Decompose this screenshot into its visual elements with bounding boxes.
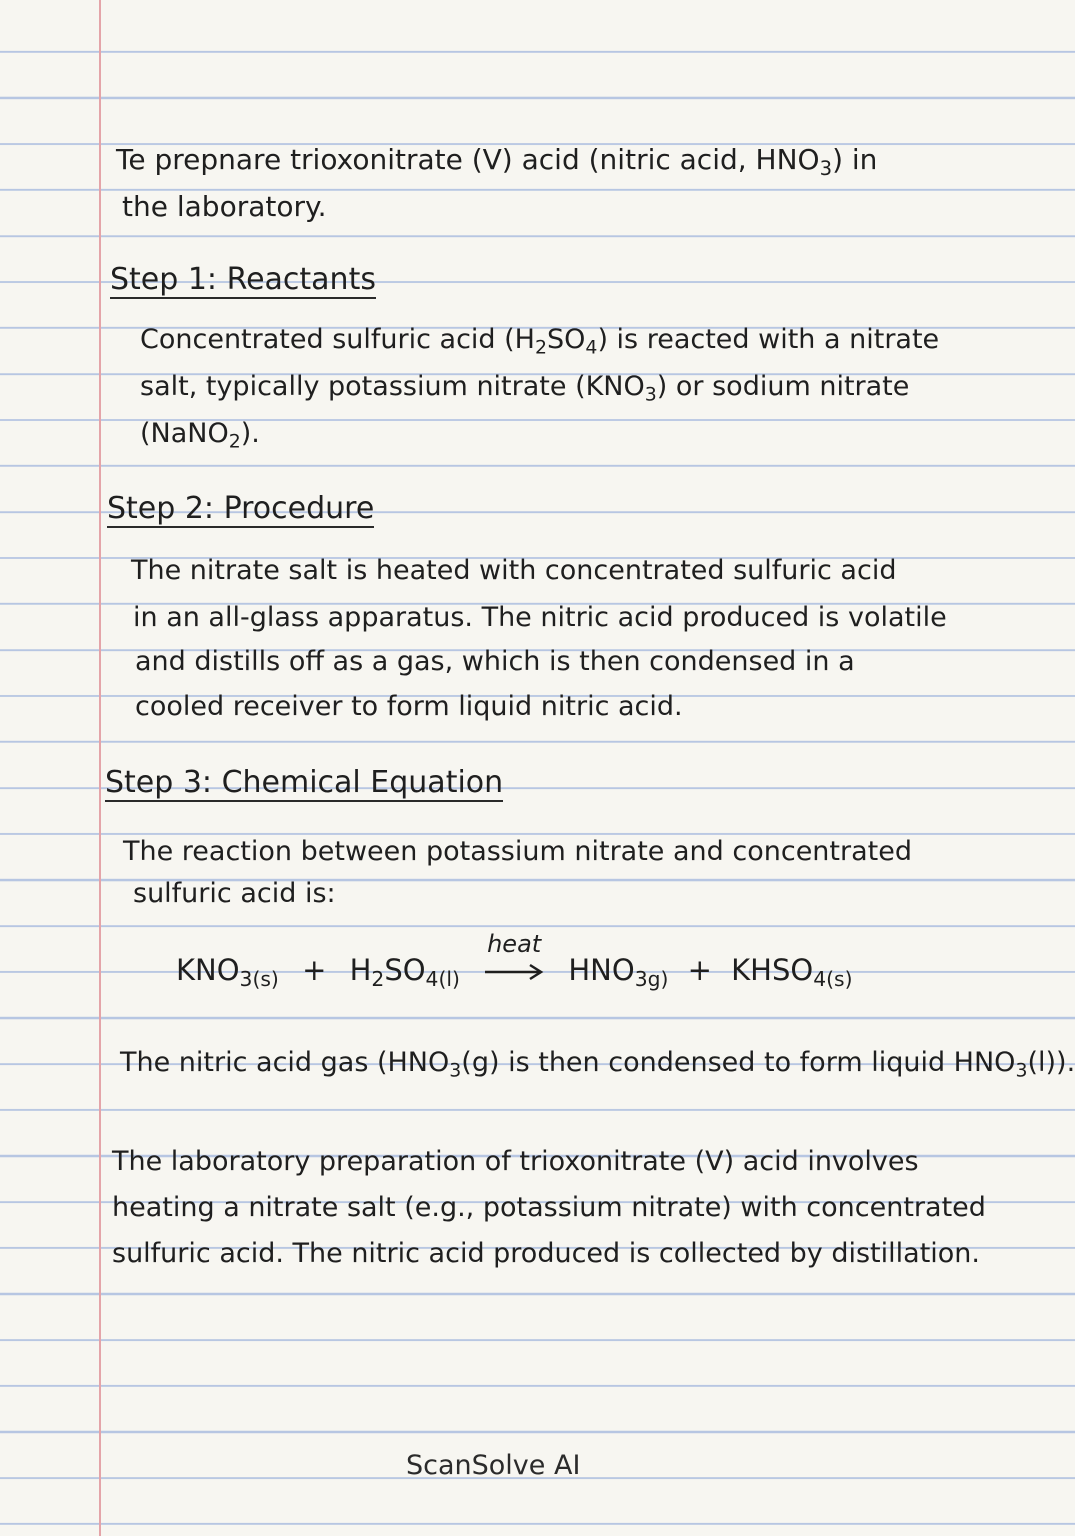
- step1-heading: Step 1: Reactants: [110, 262, 376, 297]
- chemical-equation: $KNO_{3(s)} + H_2SO_{4(l)}$ heat $HNO_{3g)}$ + $KHSO_{4(s)}$: [176, 930, 853, 992]
- margin-line: [99, 0, 101, 1536]
- step3-heading: Step 3: Chemical Equation: [105, 765, 504, 800]
- step3-note: The nitric acid gas ($HNO_3(g)$ is then condensed to form liquid $HNO_3(l)$).: [120, 1047, 1075, 1082]
- step2-line-3: and distills off as a gas, which is then condensed in a: [135, 646, 855, 677]
- summary-line-1: The laboratory preparation of trioxonitrate (V) acid involves: [112, 1146, 919, 1177]
- intro-line-1: Te prepnare trioxonitrate (V) acid (nitric acid, $HNO_3$) in: [116, 143, 878, 180]
- step1-line-2: salt, typically potassium nitrate $(KNO_3)$ or sodium nitrate: [140, 371, 910, 406]
- arrow-label: heat: [487, 930, 542, 958]
- step2-heading: Step 2: Procedure: [107, 491, 375, 526]
- step3-line-2: sulfuric acid is:: [133, 878, 336, 909]
- step3-line-1: The reaction between potassium nitrate and concentrated: [123, 836, 912, 867]
- intro-line-2: the laboratory.: [122, 190, 327, 223]
- step1-line-1: Concentrated sulfuric acid $(H_2SO_4)$ is reacted with a nitrate: [140, 324, 940, 359]
- reaction-arrow-icon: [483, 930, 545, 982]
- step2-line-1: The nitrate salt is heated with concentrated sulfuric acid: [131, 555, 897, 586]
- step2-line-4: cooled receiver to form liquid nitric acid.: [135, 691, 683, 722]
- summary-line-2: heating a nitrate salt (e.g., potassium nitrate) with concentrated: [112, 1192, 986, 1223]
- step2-line-2: in an all-glass apparatus. The nitric acid produced is volatile: [133, 602, 947, 633]
- footer-brand: ScanSolve AI: [406, 1450, 581, 1481]
- summary-line-3: sulfuric acid. The nitric acid produced is collected by distillation.: [112, 1238, 980, 1269]
- step1-line-3: (NaNO$_2$).: [140, 418, 260, 453]
